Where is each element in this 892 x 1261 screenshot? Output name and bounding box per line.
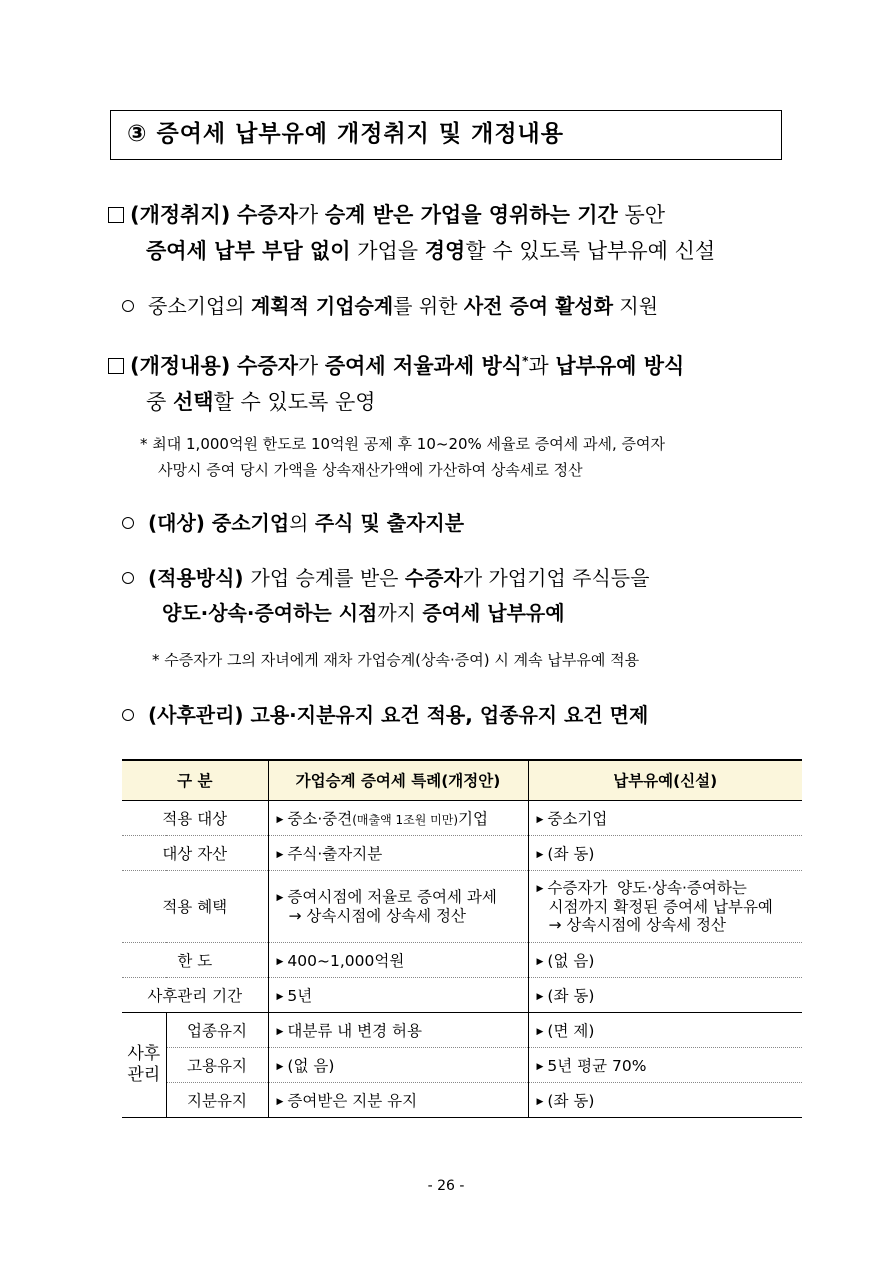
table-row (122, 1082, 802, 1117)
row-label: 대상 자산 (122, 835, 268, 870)
text-run: 수증자 (237, 354, 298, 378)
cell-text: 수증자가 양도·상속·증여하는 (547, 878, 747, 897)
text-run: 증여세 저율과세 방식 (324, 354, 523, 378)
cell-deferral (528, 835, 802, 870)
triangle-bullet-icon: ▶ (276, 892, 284, 903)
text-run: 증여세 납부 부담 없이 (146, 239, 351, 263)
group-label-line: 관리 (127, 1064, 161, 1085)
checkbox-square-icon (108, 358, 124, 374)
row-label: 한 도 (122, 942, 268, 977)
text-run: (적용방식) (148, 566, 251, 590)
text-run: 고용·지분유지 요건 적용, 업종유지 요건 면제 (250, 703, 649, 727)
text-run: 중소기업 (211, 511, 290, 535)
triangle-bullet-icon: ▶ (276, 1026, 284, 1037)
text-run: * (522, 354, 529, 368)
text-run: 수증자 (237, 203, 298, 227)
cell-text: 대분류 내 변경 허용 (287, 1021, 422, 1040)
text-run: 할 수 있도록 납부유예 신설 (465, 239, 716, 263)
triangle-bullet-icon: ▶ (536, 1026, 544, 1037)
content-line-2 (146, 386, 376, 416)
triangle-bullet-icon: ▶ (536, 1061, 544, 1072)
content-text-1 (237, 354, 684, 378)
text-run: 과 (528, 354, 556, 378)
cell-special (268, 870, 528, 942)
cell-text: 시점까지 확정된 증여세 납부유예 (548, 897, 773, 916)
triangle-bullet-icon: ▶ (276, 1061, 284, 1072)
triangle-bullet-icon: ▶ (276, 814, 284, 825)
text-run: 수증자 (404, 566, 463, 590)
page-number: - 26 - (427, 1178, 465, 1194)
purpose-sub-item (122, 290, 658, 319)
method-text-1 (148, 566, 649, 590)
cell-text: 증여시점에 저율로 증여세 과세 (287, 887, 497, 906)
cell-small-text: (매출액 1조원 미만) (352, 812, 459, 827)
text-run: 를 위한 (393, 294, 464, 318)
content-label: (개정내용) (130, 354, 231, 378)
triangle-bullet-icon: ▶ (536, 1096, 544, 1107)
row-label: 적용 혜택 (122, 870, 268, 942)
cell-text: → 상속시점에 상속세 정산 (288, 906, 466, 925)
cell-deferral (528, 977, 802, 1012)
table-row (122, 977, 802, 1012)
purpose-line-2 (146, 235, 715, 265)
cell-special (268, 835, 528, 870)
table-row (122, 1012, 802, 1047)
text-run: 양도·상속·증여하는 시점 (162, 601, 378, 625)
method-item (122, 562, 649, 591)
text-run: (사후관리) (148, 703, 251, 727)
cell-text: 증여받은 지분 유지 (287, 1091, 418, 1110)
text-run: 계획적 기업승계 (250, 294, 394, 318)
table-row (122, 870, 802, 942)
target-item (122, 507, 464, 536)
cell-text: 주식·출자지분 (287, 844, 383, 863)
cell-text: (좌 동) (547, 986, 595, 1005)
cell-special (268, 1012, 528, 1047)
method-line-2 (162, 597, 565, 626)
purpose-sub-text (148, 294, 658, 318)
cell-special (268, 942, 528, 977)
cell-text: (좌 동) (547, 1091, 595, 1110)
text-run: 가업 승계를 받은 (250, 566, 405, 590)
text-run: 선택 (172, 390, 214, 414)
bullet-circle-icon (122, 572, 134, 584)
triangle-bullet-icon: ▶ (276, 849, 284, 860)
text-run: 가 가업기업 주식등을 (462, 566, 650, 590)
triangle-bullet-icon: ▶ (536, 956, 544, 967)
row-label: 지분유지 (166, 1082, 268, 1117)
triangle-bullet-icon: ▶ (276, 1096, 284, 1107)
cell-text: 중소·중견 (287, 809, 353, 828)
triangle-bullet-icon: ▶ (536, 883, 544, 894)
purpose-text-1 (237, 203, 665, 227)
cell-deferral (528, 1082, 802, 1117)
text-run: 주식 및 출자지분 (314, 511, 465, 535)
cell-text: (좌 동) (547, 844, 595, 863)
purpose-line-1 (108, 199, 665, 229)
cell-deferral (528, 870, 802, 942)
content-line-1 (108, 350, 684, 380)
row-label: 업종유지 (166, 1012, 268, 1047)
cell-deferral (528, 942, 802, 977)
row-label: 적용 대상 (122, 800, 268, 835)
table-header-deferral: 납부유예(신설) (528, 760, 802, 800)
triangle-bullet-icon: ▶ (276, 956, 284, 967)
cell-text: (면 제) (547, 1021, 595, 1040)
text-run: 까지 (377, 601, 423, 625)
table-header-row (122, 760, 802, 800)
table-header-special: 가업승계 증여세 특례(개정안) (268, 760, 528, 800)
table-row (122, 800, 802, 835)
cell-deferral (528, 800, 802, 835)
bullet-circle-icon (122, 517, 134, 529)
content-note-1: * 최대 1,000억원 한도로 10억원 공제 후 10~20% 세율로 증여세 과세, 증여자 (140, 435, 666, 453)
text-run: 중소기업의 (148, 294, 251, 318)
text-run: (대상) (148, 511, 212, 535)
section-title: ③ 증여세 납부유예 개정취지 및 개정내용 (110, 110, 782, 160)
method-note: * 수증자가 그의 자녀에게 재차 가업승계(상속·증여) 시 계속 납부유예 적용 (152, 651, 640, 669)
bullet-circle-icon (122, 300, 134, 312)
triangle-bullet-icon: ▶ (276, 991, 284, 1002)
comparison-table (122, 759, 802, 1118)
row-label: 사후관리 기간 (122, 977, 268, 1012)
cell-deferral (528, 1047, 802, 1082)
cell-special (268, 1082, 528, 1117)
cell-text: 기업 (458, 809, 488, 828)
row-label: 고용유지 (166, 1047, 268, 1082)
cell-text: 400~1,000억원 (287, 951, 405, 970)
text-run: 승계 받은 가업을 영위하는 기간 (324, 203, 618, 227)
text-run: 지원 (613, 294, 659, 318)
target-text (148, 511, 464, 535)
cell-text: → 상속시점에 상속세 정산 (548, 915, 726, 934)
post-item (122, 699, 648, 728)
table-header-category: 구 분 (122, 760, 268, 800)
text-run: 가업을 (350, 239, 425, 263)
post-management-group-label (122, 1012, 166, 1117)
cell-text: 5년 (287, 986, 313, 1005)
purpose-label: (개정취지) (130, 203, 231, 227)
text-run: 중 (146, 390, 173, 414)
cell-special (268, 1047, 528, 1082)
cell-text: (없 음) (547, 951, 595, 970)
text-run: 사전 증여 활성화 (463, 294, 614, 318)
text-run: 납부유예 방식 (555, 354, 685, 378)
cell-text: (없 음) (287, 1056, 335, 1075)
checkbox-square-icon (108, 207, 124, 223)
triangle-bullet-icon: ▶ (536, 991, 544, 1002)
post-text (148, 703, 648, 727)
cell-text: 5년 평균 70% (547, 1056, 647, 1075)
text-run: 가 (297, 203, 325, 227)
table-row (122, 1047, 802, 1082)
text-run: 할 수 있도록 운영 (213, 390, 376, 414)
text-run: 증여세 납부유예 (422, 601, 565, 625)
cell-special (268, 977, 528, 1012)
text-run: 의 (289, 511, 315, 535)
cell-deferral (528, 1012, 802, 1047)
triangle-bullet-icon: ▶ (536, 814, 544, 825)
table-row (122, 835, 802, 870)
triangle-bullet-icon: ▶ (536, 849, 544, 860)
content-note-2: 사망시 증여 당시 가액을 상속재산가액에 가산하여 상속세로 정산 (158, 461, 583, 479)
cell-special (268, 800, 528, 835)
group-label-line: 사후 (127, 1043, 161, 1064)
text-run: 경영 (424, 239, 466, 263)
text-run: 가 (297, 354, 325, 378)
text-run: 동안 (617, 203, 666, 227)
bullet-circle-icon (122, 709, 134, 721)
cell-text: 중소기업 (547, 809, 608, 828)
table-row (122, 942, 802, 977)
